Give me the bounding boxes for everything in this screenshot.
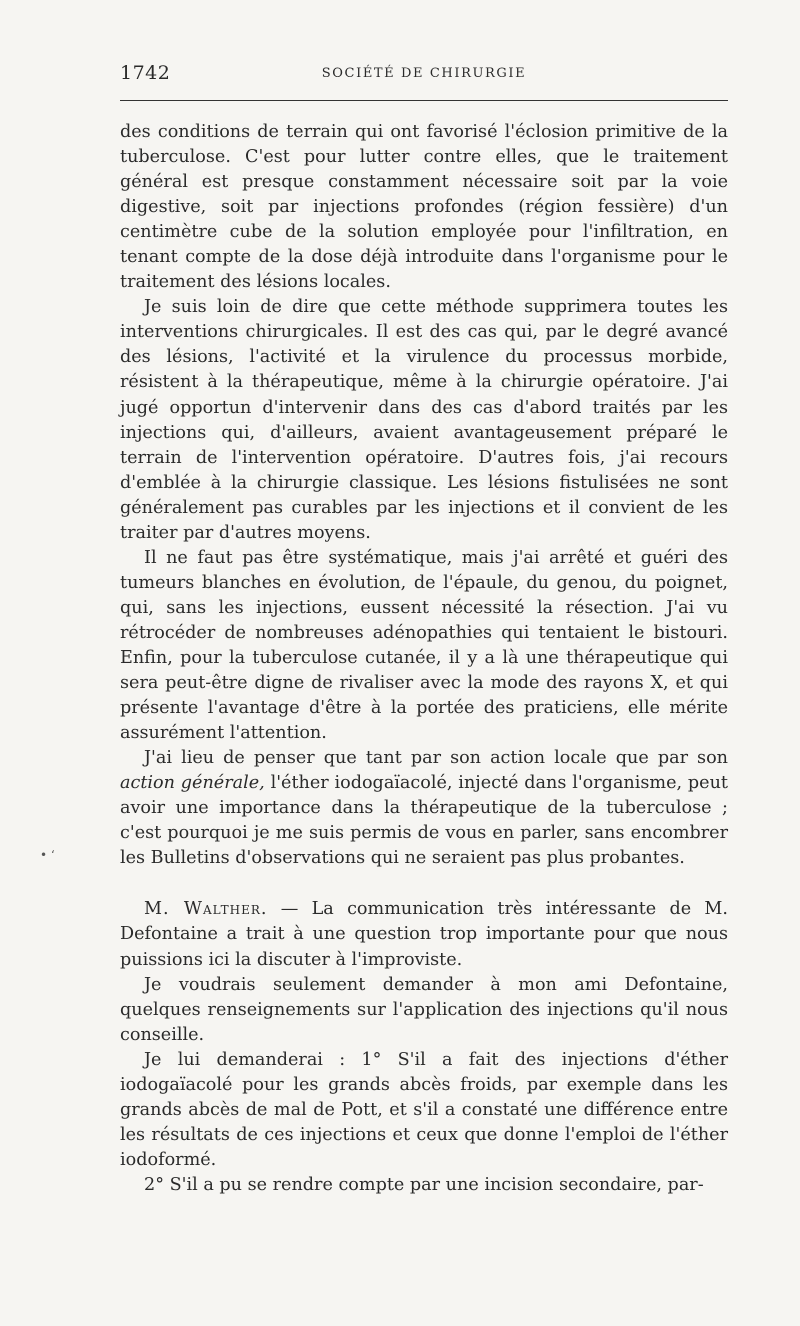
body-text — [120, 120, 728, 1198]
paragraph-5-text: — La communication très intéressante de M. Defontaine a trait à une question trop importante pour que nous puissions ici la discuter à l'improviste. — [120, 899, 729, 970]
margin-mark: • ‘ — [40, 848, 55, 862]
paragraph-4 — [120, 746, 728, 871]
paragraph-4-start: J'ai lieu de penser que tant par son action locale que par son — [144, 748, 728, 769]
paragraph-7: Je lui demanderai : 1° S'il a fait des injections d'éther iodogaïacolé pour les grands abcès froids, par exemple dans les grands abcès de mal de Pott, et s'il a constaté une différence entre les résultats de ces injections et ceux que donne l'emploi de l'éther iodoformé. — [120, 1049, 728, 1170]
page-number: 1742 — [120, 62, 171, 84]
paragraph-6: Je voudrais seulement demander à mon ami Defontaine, quelques renseignements sur l'application des injections qu'il nous conseille. — [120, 974, 728, 1045]
paragraph-3: Il ne faut pas être systématique, mais j'ai arrêté et guéri des tumeurs blanches en évolution, de l'épaule, du genou, du poignet, qui, sans les injections, eussent nécessité la résection. J'ai vu rétrocéder de nombreuses adénopathies qui tentaient le bistouri. Enfin, pour la tuberculose cutanée, il y a là une thérapeutique qui sera peut-être digne de rivaliser avec la mode des rayons X, et qui présente l'avantage d'être à la portée des praticiens, elle mérite assurément l'attention. — [120, 547, 728, 744]
header-rule — [120, 100, 728, 101]
paragraph-4-end: l'éther iodogaïacolé, injecté dans l'organisme, peut avoir une importance dans la thérapeutique de la tuberculose ; c'est pourquoi je me suis permis de vous en parler, sans encombrer les Bulletins d'observations qui ne seraient pas plus probantes. — [120, 773, 728, 869]
paragraph-1: des conditions de terrain qui ont favorisé l'éclosion primitive de la tuberculose. C'est pour lutter contre elles, que le traitement général est presque constamment nécessaire soit par la voie digestive, soit par injections profondes (région fessière) d'un centimètre cube de la solution employée pour l'infiltration, en tenant compte de la dose déjà introduite dans l'organisme pour le traitement des lésions locales. — [120, 122, 728, 293]
speaker-name: M. Walther. — [144, 899, 268, 920]
paragraph-2: Je suis loin de dire que cette méthode supprimera toutes les interventions chirurgicales. Il est des cas qui, par le degré avancé des lésions, l'activité et la virulence du processus morbide, résistent à la thérapeutique, même à la chirurgie opératoire. J'ai jugé opportun d'intervenir dans des cas d'abord traités par les injections qui, d'ailleurs, avaient avantageusement préparé le terrain de l'intervention opératoire. D'autres fois, j'ai recours d'emblée à la chirurgie classique. Les lésions fistulisées ne sont généralement pas curables par les injections et il convient de les traiter par d'autres moyens. — [120, 297, 728, 543]
running-head: SOCIÉTÉ DE CHIRURGIE — [321, 66, 527, 81]
paragraph-4-emphasis: action générale, — [120, 773, 265, 794]
page-header — [120, 62, 728, 92]
paragraph-8: 2° S'il a pu se rendre compte par une incision secondaire, par- — [144, 1174, 704, 1195]
paragraph-5 — [120, 897, 728, 972]
